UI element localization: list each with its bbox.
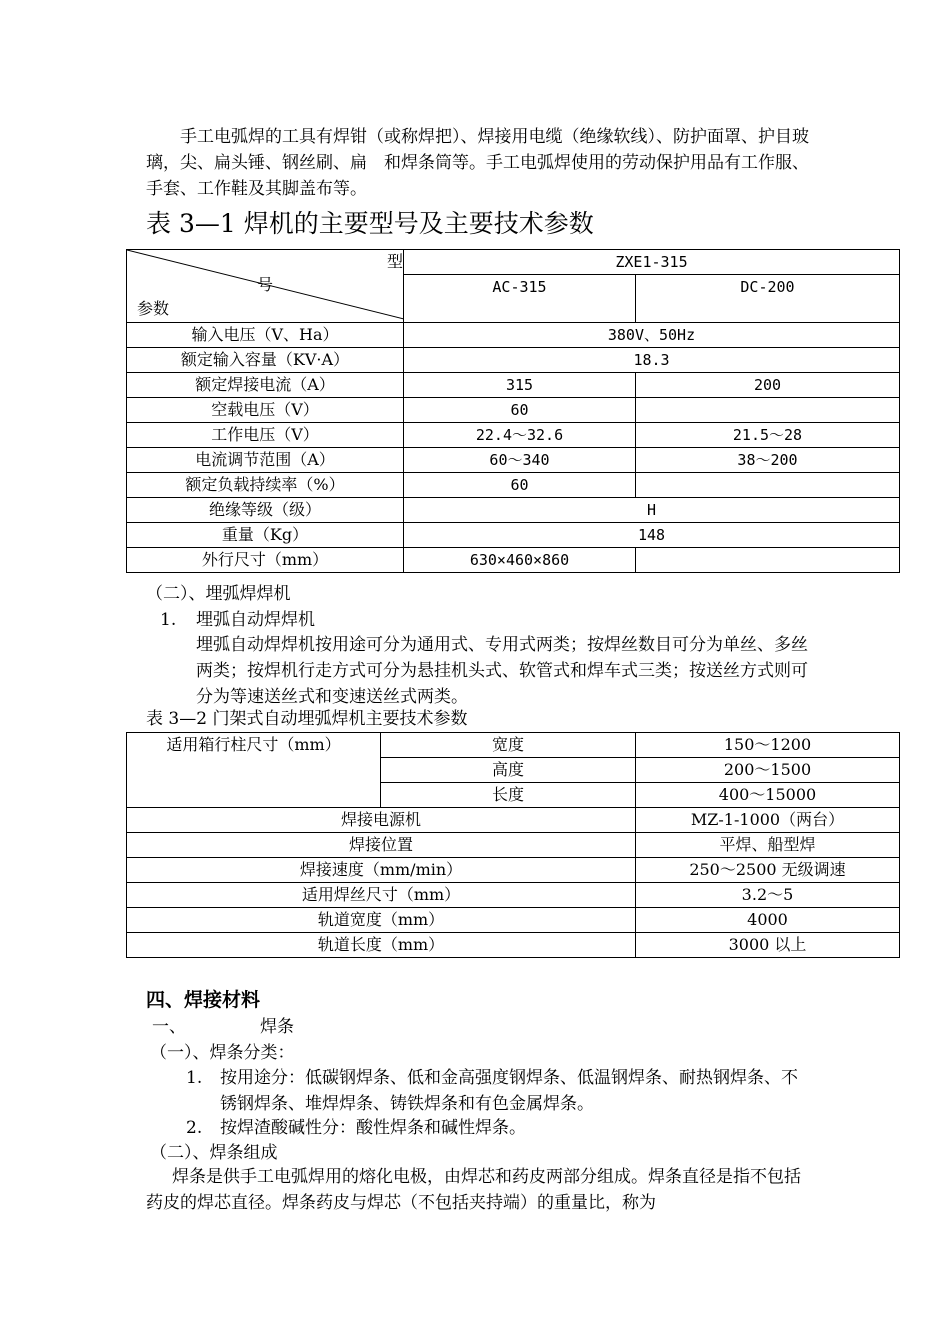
table-row: [127, 323, 900, 348]
ac315-value-cell: 60～340: [404, 448, 636, 473]
materials-heading: 四、焊接材料: [146, 989, 261, 1011]
param-label-cell: 外行尺寸（mm）: [127, 548, 404, 573]
welder-spec-table: [126, 249, 900, 573]
table-row: [127, 933, 900, 958]
group-label-cell: 适用箱行柱尺寸（mm）: [127, 733, 381, 808]
corner-label-model: 型: [386, 252, 403, 271]
table-row: [127, 398, 900, 423]
table-row: [127, 523, 900, 548]
merged-value-cell: 148: [404, 523, 900, 548]
submerged-heading: （二）、埋弧焊焊机: [146, 584, 291, 604]
corner-label-param: 参数: [137, 299, 170, 318]
classification-heading: （一）、焊条分类：: [150, 1043, 295, 1063]
param-value-cell: 3000 以上: [636, 933, 900, 958]
dimension-label-cell: 长度: [381, 783, 636, 808]
electrode-no: 一、: [152, 1017, 186, 1037]
electrode-title: 焊条: [260, 1017, 294, 1037]
ac315-value-cell: 60: [404, 398, 636, 423]
param-label-cell: 焊接电源机: [127, 808, 636, 833]
ac315-value-cell: 630×460×860: [404, 548, 636, 573]
param-label-cell: 额定负载持续率（%）: [127, 473, 404, 498]
submerged-item-title: 埋弧自动焊焊机: [196, 610, 315, 630]
corner-label-number: 号: [257, 275, 274, 294]
table-row: [127, 908, 900, 933]
corner-header-cell: [127, 250, 404, 323]
table-row: [127, 833, 900, 858]
dc200-value-cell: [636, 398, 900, 423]
merged-value-cell: H: [404, 498, 900, 523]
table-row: [127, 348, 900, 373]
merged-value-cell: 18.3: [404, 348, 900, 373]
merged-value-cell: 380V、50Hz: [404, 323, 900, 348]
table-row: [127, 373, 900, 398]
param-label-cell: 重量（Kg）: [127, 523, 404, 548]
param-label-cell: 工作电压（V）: [127, 423, 404, 448]
cls-item-2-no: 2.: [186, 1118, 203, 1138]
dimension-label-cell: 高度: [381, 758, 636, 783]
dimension-value-cell: 400～15000: [636, 783, 900, 808]
dimension-value-cell: 200～1500: [636, 758, 900, 783]
param-value-cell: MZ-1-1000（两台）: [636, 808, 900, 833]
col-header-dc200: DC-200: [636, 275, 900, 323]
group-header-cell: ZXE1-315: [404, 250, 900, 275]
ac315-value-cell: 60: [404, 473, 636, 498]
param-label-cell: 输入电压（V、Ha）: [127, 323, 404, 348]
ac315-value-cell: 315: [404, 373, 636, 398]
ac315-value-cell: 22.4～32.6: [404, 423, 636, 448]
dimension-value-cell: 150～1200: [636, 733, 900, 758]
col-header-ac315: AC-315: [404, 275, 636, 323]
table-row: [127, 808, 900, 833]
intro-paragraph: 手工电弧焊的工具有焊钳（或称焊把）、焊接用电缆（绝缘软线）、防护面罩、护目玻璃，尖、扁头锤、钢丝刷、扁 和焊条筒等。手工电弧焊使用的劳动保护用品有工作服、手套、工作鞋及其脚盖布等。: [146, 127, 809, 199]
param-value-cell: 平焊、船型焊: [636, 833, 900, 858]
param-label-cell: 轨道宽度（mm）: [127, 908, 636, 933]
table2-title: 表 3—2 门架式自动埋弧焊机主要技术参数: [146, 709, 468, 729]
param-value-cell: 4000: [636, 908, 900, 933]
table-row: [127, 448, 900, 473]
param-label-cell: 轨道长度（mm）: [127, 933, 636, 958]
table-row: [127, 858, 900, 883]
param-label-cell: 绝缘等级（级）: [127, 498, 404, 523]
cls-item-1-text: 按用途分：低碳钢焊条、低和金高强度钢焊条、低温钢焊条、耐热钢焊条、不锈钢焊条、堆焊焊条、铸铁焊条和有色金属焊条。: [220, 1068, 798, 1114]
param-label-cell: 额定输入容量（KV·A）: [127, 348, 404, 373]
dc200-value-cell: [636, 548, 900, 573]
dc200-value-cell: 200: [636, 373, 900, 398]
param-label-cell: 焊接位置: [127, 833, 636, 858]
table-row: [127, 473, 900, 498]
param-label-cell: 额定焊接电流（A）: [127, 373, 404, 398]
dc200-value-cell: [636, 473, 900, 498]
table-row: [127, 883, 900, 908]
composition-heading: （二）、焊条组成: [150, 1143, 278, 1163]
table1-title: 表 3—1 焊机的主要型号及主要技术参数: [146, 209, 594, 238]
table-row: [127, 548, 900, 573]
composition-body: 焊条是供手工电弧焊用的熔化电极，由焊芯和药皮两部分组成。焊条直径是指不包括药皮的焊芯直径。焊条药皮与焊芯（不包括夹持端）的重量比，称为: [146, 1167, 801, 1213]
submerged-item-no: 1.: [160, 610, 177, 630]
cls-item-2-text: 按焊渣酸碱性分：酸性焊条和碱性焊条。: [220, 1118, 526, 1138]
table-row: [127, 498, 900, 523]
table-row: [127, 733, 900, 758]
param-value-cell: 250～2500 无级调速: [636, 858, 900, 883]
gantry-welder-table: [126, 732, 900, 958]
submerged-item-body: 埋弧自动焊焊机按用途可分为通用式、专用式两类；按焊丝数目可分为单丝、多丝两类；按焊机行走方式可分为悬挂机头式、软管式和焊车式三类；按送丝方式则可分为等速送丝式和变速送丝式两类。: [196, 635, 808, 707]
dimension-label-cell: 宽度: [381, 733, 636, 758]
dc200-value-cell: 38～200: [636, 448, 900, 473]
param-label-cell: 电流调节范围（A）: [127, 448, 404, 473]
param-value-cell: 3.2～5: [636, 883, 900, 908]
param-label-cell: 适用焊丝尺寸（mm）: [127, 883, 636, 908]
cls-item-1-no: 1.: [186, 1068, 203, 1088]
dc200-value-cell: 21.5～28: [636, 423, 900, 448]
param-label-cell: 焊接速度（mm/min）: [127, 858, 636, 883]
param-label-cell: 空载电压（V）: [127, 398, 404, 423]
table-row: [127, 423, 900, 448]
